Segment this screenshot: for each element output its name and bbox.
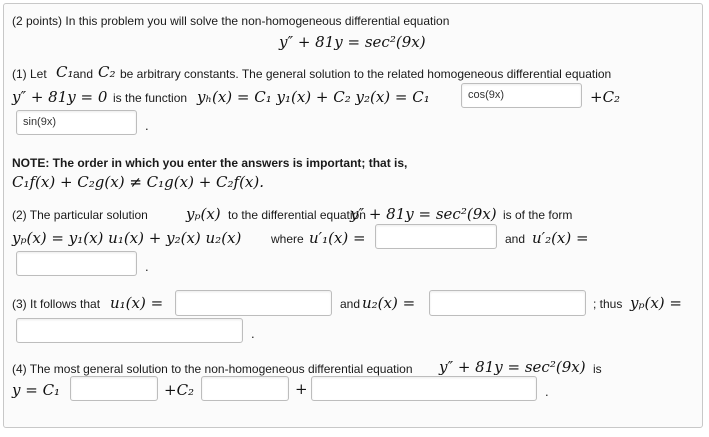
main-equation: y″ + 81y = sec²(9x) [279, 33, 426, 51]
period-part4: . [545, 384, 549, 399]
yp-input[interactable] [16, 318, 243, 343]
part1-text: be arbitrary constants. The general solution to the related homogeneous differential equation [120, 67, 612, 81]
c2-symbol: C₂ [98, 63, 116, 81]
part1-label: (1) Let [12, 67, 47, 81]
part4-label: (4) The most general solution to the non-homogeneous differential equation [12, 362, 413, 376]
u2-prime-label: u′₂(x) = [532, 229, 589, 247]
part1-and: and [73, 67, 94, 81]
u2-label: u₂(x) = [362, 294, 416, 312]
general-solution-input-1[interactable] [70, 376, 158, 401]
part3-thus: ; thus [593, 297, 623, 311]
part2-and: and [505, 232, 526, 246]
part2-label: (2) The particular solution [12, 208, 148, 222]
general-solution-input-2[interactable] [201, 376, 289, 401]
part4-is: is [593, 362, 602, 376]
plus-c2-part4: +C₂ [164, 381, 195, 399]
intro-text: (2 points) In this problem you will solve the non-homogeneous differential equation [12, 14, 450, 28]
part3-label: (3) It follows that [12, 297, 101, 311]
u2-prime-input[interactable] [16, 251, 137, 276]
yp-form-expression: yₚ(x) = y₁(x) u₁(x) + y₂(x) u₂(x) [12, 229, 242, 247]
part2-where: where [271, 232, 304, 246]
period-part2: . [145, 259, 149, 274]
period-part3: . [251, 326, 255, 341]
yh-expression: yₕ(x) = C₁ y₁(x) + C₂ y₂(x) = C₁ [197, 88, 430, 106]
part2-equation: y″ + 81y = sec²(9x) [350, 205, 497, 223]
homogeneous-equation: y″ + 81y = 0 [12, 88, 108, 106]
note-text: NOTE: The order in which you enter the answers is important; that is, [12, 156, 408, 170]
c1-symbol: C₁ [56, 63, 74, 81]
yp-label-part3: yₚ(x) = [630, 294, 682, 312]
plus-sign: + [295, 380, 308, 398]
period-part1: . [145, 118, 149, 133]
part2-mid-text: to the differential equation [228, 208, 366, 222]
part1-is-function: is the function [113, 91, 188, 105]
y-equals-c1: y = C₁ [12, 381, 61, 399]
yp-symbol: yₚ(x) [186, 205, 221, 223]
part3-and: and [340, 297, 361, 311]
u1-prime-label: u′₁(x) = [309, 229, 366, 247]
u1-label: u₁(x) = [110, 294, 164, 312]
y2-answer-input[interactable]: sin(9x) [16, 110, 137, 135]
part4-equation: y″ + 81y = sec²(9x) [439, 358, 586, 376]
note-expression: C₁f(x) + C₂g(x) ≠ C₁g(x) + C₂f(x). [12, 173, 265, 191]
y1-answer-input[interactable]: cos(9x) [461, 83, 582, 108]
part2-form-text: is of the form [503, 208, 573, 222]
u2-input[interactable] [429, 290, 586, 316]
plus-c2-part1: +C₂ [590, 88, 621, 106]
u1-prime-input[interactable] [375, 224, 497, 249]
u1-input[interactable] [175, 290, 332, 316]
general-solution-input-3[interactable] [311, 376, 537, 401]
